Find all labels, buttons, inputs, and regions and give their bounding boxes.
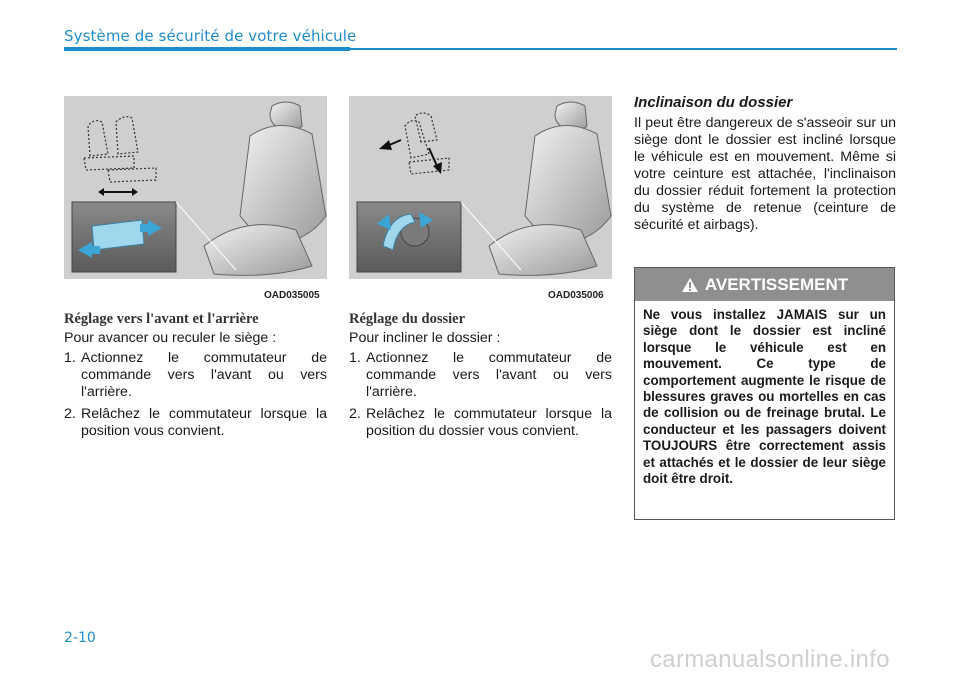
figure-code: OAD035005	[264, 290, 320, 301]
list-item	[349, 406, 612, 440]
page-number: 2-10	[64, 630, 96, 646]
step-text: Actionnez le commutateur de commande vers l'avant ou vers l'arrière.	[366, 350, 612, 400]
step-number: 1.	[64, 350, 76, 366]
section-heading: Réglage vers l'avant et l'arrière	[64, 311, 259, 327]
warning-triangle-icon	[681, 277, 699, 293]
body-text: Il peut être dangereux de s'asseoir sur un siège dont le dossier est incliné lorsque le véhicule est en mouvement. Même si votre ceinture est attachée, l'inclinaison du dossier réduit fortement la protection du système de retenue (ceinture de sécurité et airbags).	[634, 115, 896, 233]
figure-code: OAD035006	[548, 290, 604, 301]
step-number: 2.	[349, 406, 361, 422]
section-heading: Inclinaison du dossier	[634, 94, 793, 111]
intro-text: Pour incliner le dossier :	[349, 330, 501, 346]
warning-text: Ne vous installez JAMAIS sur un siège dont le dossier est incliné lorsque le véhicule est en mouvement. Ce type de comportement augmente le risque de blessures graves ou mortelles en cas de collision ou de freinage brutal. Le conducteur et les passagers doivent TOUJOURS être correctement assis et attachés et le dossier de leur siège doit être droit.	[643, 307, 886, 487]
intro-text: Pour avancer ou reculer le siège :	[64, 330, 277, 346]
watermark: carmanualsonline.info	[650, 646, 890, 673]
section-heading: Réglage du dossier	[349, 311, 465, 327]
step-number: 2.	[64, 406, 76, 422]
header-rule-thick	[64, 47, 350, 51]
list-item	[64, 406, 327, 440]
step-number: 1.	[349, 350, 361, 366]
seatback-recline-illustration	[349, 96, 612, 279]
header-rule-thin	[350, 48, 897, 50]
step-text: Relâchez le commutateur lorsque la position du dossier vous convient.	[366, 406, 612, 439]
section-title: Système de sécurité de votre véhicule	[64, 27, 357, 45]
warning-header	[635, 268, 894, 301]
warning-box	[634, 267, 895, 520]
step-text: Actionnez le commutateur de commande vers l'avant ou vers l'arrière.	[81, 350, 327, 400]
list-item	[349, 350, 612, 401]
warning-title: AVERTISSEMENT	[704, 274, 849, 294]
list-item	[64, 350, 327, 401]
step-text: Relâchez le commutateur lorsque la position vous convient.	[81, 406, 327, 439]
seat-slide-illustration	[64, 96, 327, 279]
